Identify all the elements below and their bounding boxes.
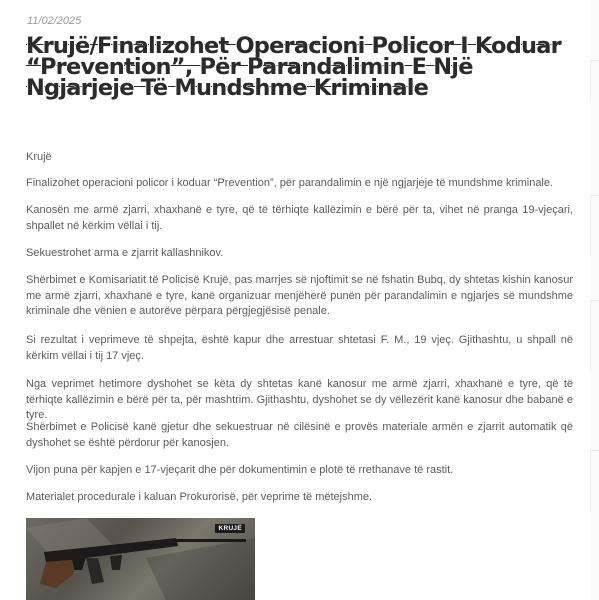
article-date: 11/02/2025	[27, 15, 82, 27]
article-paragraph: Materialet procedurale i kaluan Prokurorisë, për veprime të mëtejshme.	[26, 491, 373, 503]
article-paragraph: Vijon puna për kapjen e 17-vjeçarit dhe për dokumentimin e plotë të rrethanave të rastit.	[26, 464, 454, 476]
article-paragraph: Shërbimet e Policisë kanë gjetur dhe sekuestruar në cilësinë e provës materiale armën e zjarrit automatik që dyshohet se është përdorur për kanosjen.	[26, 421, 573, 449]
article-paragraph: Kanosën me armë zjarri, xhaxhanë e tyre, që të tërhiqte kallëzimin e bërë për ta, vihet në pranga 19-vjeçari, shpallet në kërkim vëllai i tij.	[26, 204, 573, 232]
sidebar-edge	[590, 0, 599, 600]
article-photo	[26, 518, 255, 600]
sidebar-card	[590, 450, 599, 511]
article-paragraph: Sekuestrohet arma e zjarrit kallashnikov.	[26, 247, 224, 259]
sidebar-card	[590, 60, 599, 101]
article-paragraph: Finalizohet operacioni policor i koduar “Prevention”, për parandalimin e një ngjarjeje të mundshme kriminale.	[26, 177, 554, 189]
article-paragraph: Si rezultat i veprimeve të shpejta, është kapur dhe arrestuar shtetasi F. M., 19 vjeç. Gjithashtu, u shpall në kërkim vëllai i tij 17 vjeç.	[26, 334, 573, 362]
article-title: Krujë/Finalizohet Operacioni Policor I Koduar “Prevention”, Për Parandalimin E Një Ngjarjeje Të Mundshme Kriminale	[26, 33, 561, 101]
sidebar-card	[590, 300, 599, 371]
photo-location-tag: KRUJË	[215, 524, 245, 533]
article-paragraph: Shërbimet e Komisariatit të Policisë Krujë, pas marrjes së njoftimit se në fshatin Bubq, dy shtetas kishin kanosur me armë zjarri, xhaxhanë e tyre, kanë organizuar menjëherë punën për parandalimin e ngjarjes së mundshme kriminale dhe vënien e autorëve përpara përgjegjësisë penale.	[26, 274, 573, 317]
sidebar-card	[590, 195, 599, 256]
article-paragraph: Krujë	[26, 151, 52, 163]
article-paragraph: Nga veprimet hetimore dyshohet se këta dy shtetas kanë kanosur me armë zjarri, xhaxhanë e tyre, që të tërhiqte kallëzimin e bërë për ta, për mashtrim. Gjithashtu, dyshohet se dy vëllezërit kanë kanosur dhe babanë e tyre.	[26, 378, 573, 421]
